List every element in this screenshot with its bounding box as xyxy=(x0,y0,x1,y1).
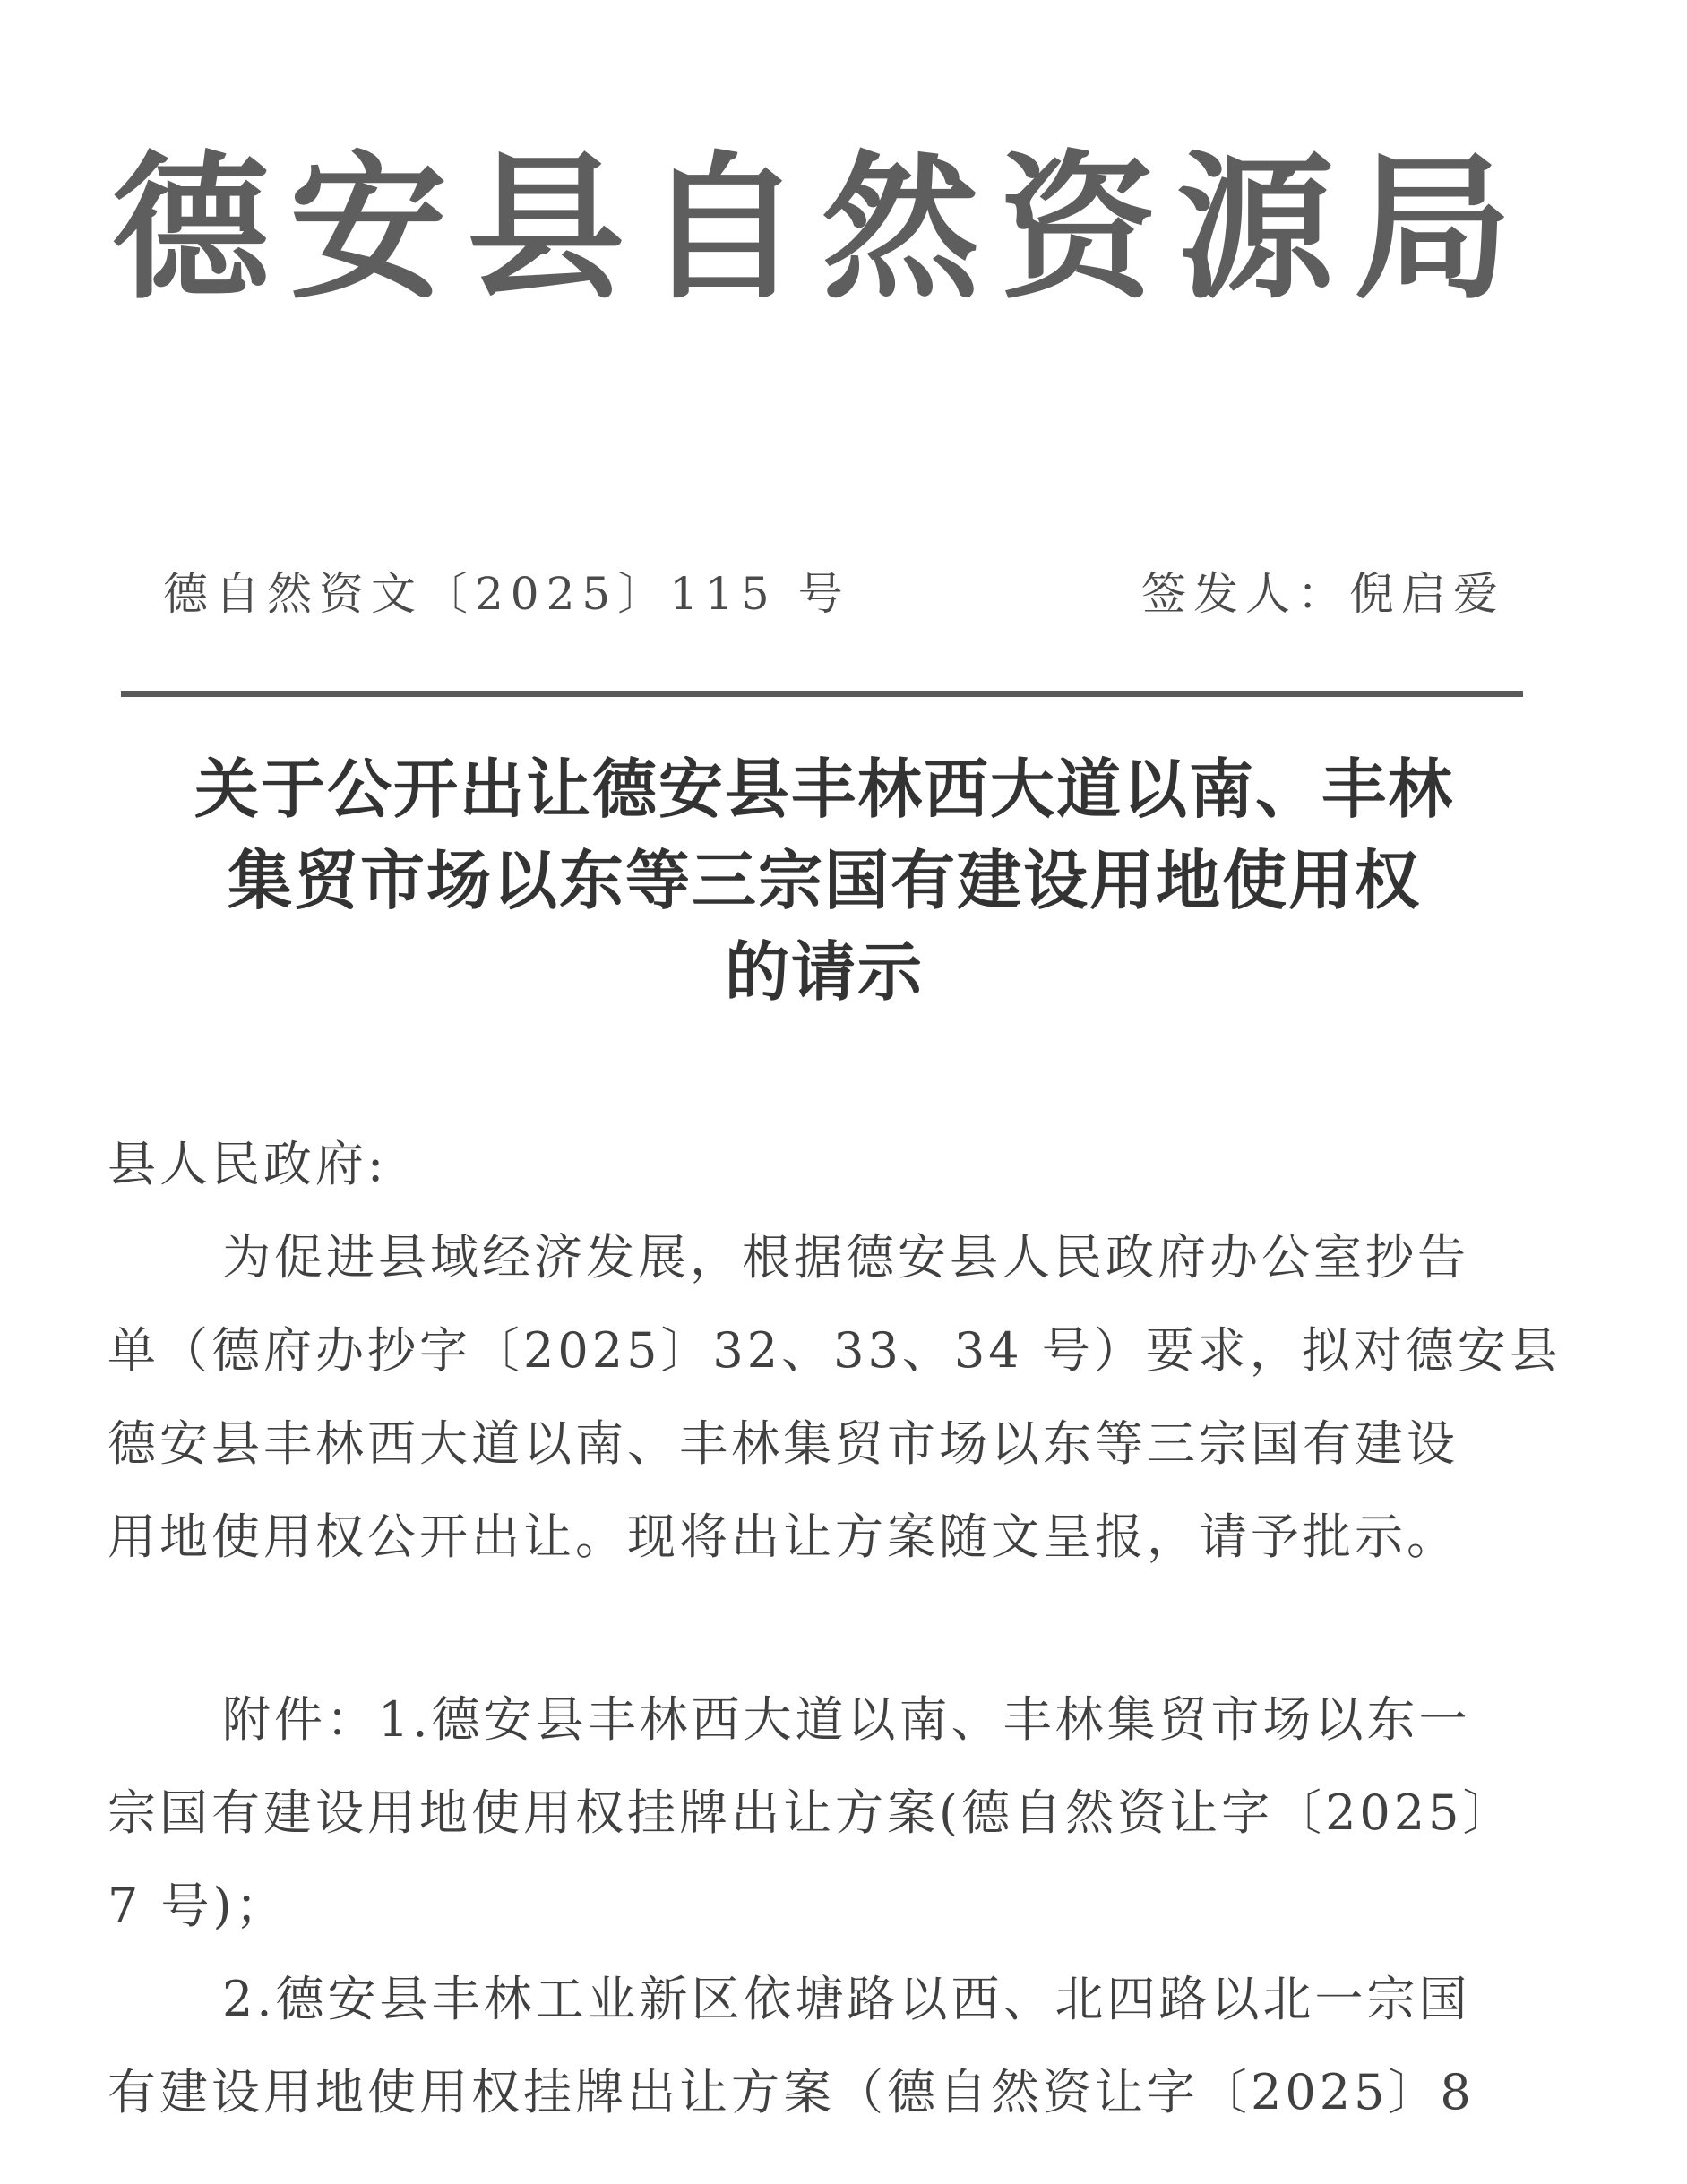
addressee-text: 县人民政府: xyxy=(108,1136,388,1192)
title-line: 集贸市场以东等三宗国有建设用地使用权 xyxy=(227,842,1421,918)
attachment-line: 有建设用地使用权挂牌出让方案（德自然资让字〔2025〕8 xyxy=(108,2064,1475,2120)
title-line: 关于公开出让德安县丰林西大道以南、丰林 xyxy=(194,751,1454,827)
body-line: 为促进县域经济发展，根据德安县人民政府办公室抄告 xyxy=(222,1229,1469,1285)
addressee xyxy=(108,1118,1541,1211)
body-line: 单（德府办抄字〔2025〕32、33、34 号）要求，拟对德安县 xyxy=(108,1322,1562,1379)
signer: 签发人：倪启爱 xyxy=(1141,568,1505,620)
attachment-line: 7 号)； xyxy=(108,1878,288,1934)
header-divider-line xyxy=(121,691,1523,697)
attachments-section xyxy=(108,1673,1541,2139)
body-line: 用地使用权公开出让。现将出让方案随文呈报，请予批示。 xyxy=(108,1509,1459,1565)
attachment-line: 附件：1.德安县丰林西大道以南、丰林集贸市场以东一 xyxy=(222,1691,1471,1748)
body-paragraph xyxy=(108,1211,1562,1584)
issuing-organization-header: 德安县自然资源局 xyxy=(112,135,1532,321)
attachment-line: 2.德安县丰林工业新区依塘路以西、北四路以北一宗国 xyxy=(222,1971,1471,2027)
title-line: 的请示 xyxy=(724,933,924,1010)
attachment-line: 宗国有建设用地使用权挂牌出让方案(德自然资让字〔2025〕 xyxy=(108,1784,1515,1841)
document-title xyxy=(108,744,1541,1018)
document-number: 德自然资文〔2025〕115 号 xyxy=(163,568,850,620)
body-line: 德安县丰林西大道以南、丰林集贸市场以东等三宗国有建设 xyxy=(108,1415,1459,1472)
